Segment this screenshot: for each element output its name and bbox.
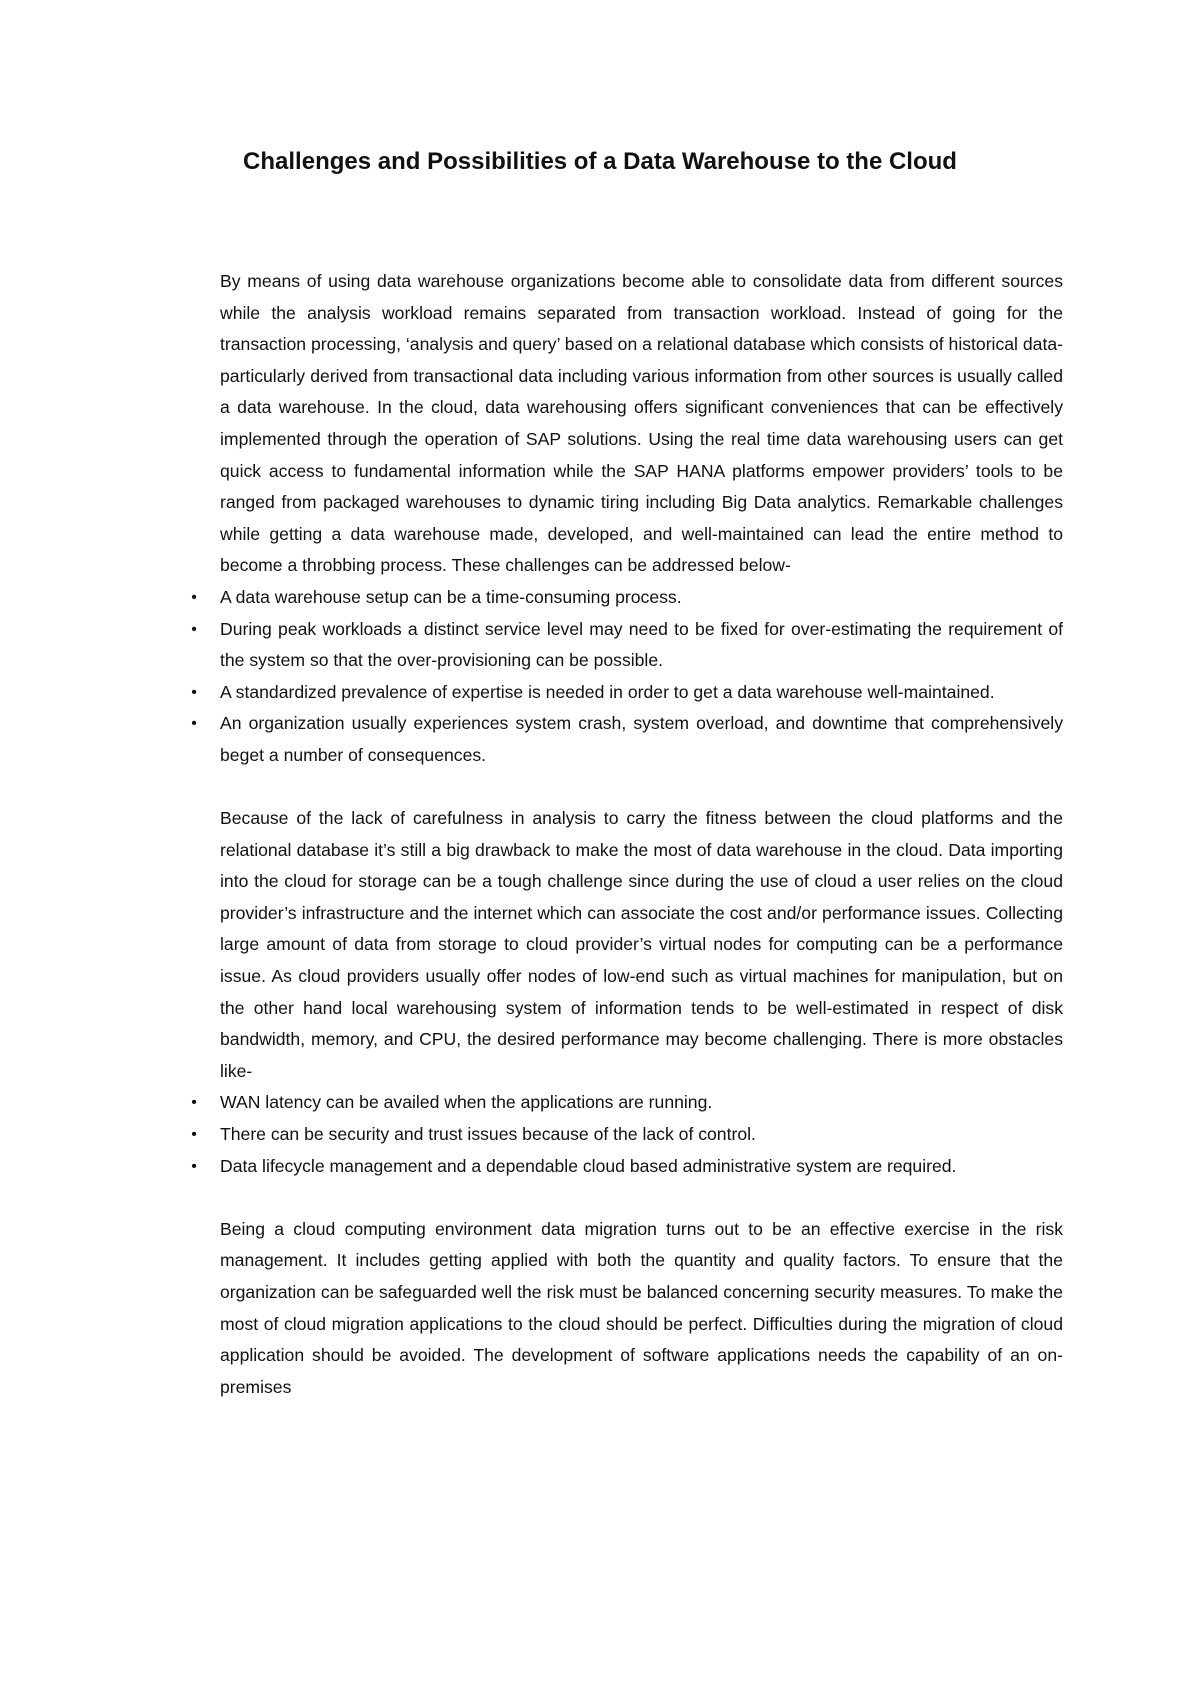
bullet-icon: • [191, 715, 197, 733]
list-item-text: A standardized prevalence of expertise is needed in order to get a data warehouse well-maintained. [220, 681, 995, 702]
bullet-icon: • [191, 588, 197, 606]
intro-paragraph: By means of using data warehouse organizations become able to consolidate data from different sources while the analysis workload remains separated from transaction workload. Instead of going for the transaction processing, ‘analysis and query’ based on a relational database which consists of historical data- particularly derived from transactional data including various information from other sources is usually called a data warehouse. In the cloud, data warehousing offers significant conveniences that can be effectively implemented through the operation of SAP solutions. Using the real time data warehousing users can get quick access to fundamental information while the SAP HANA platforms empower providers’ tools to be ranged from packaged warehouses to dynamic tiring including Big Data analytics. Remarkable challenges while getting a data warehouse made, developed, and well-maintained can lead the entire method to become a throbbing process. These challenges can be addressed below- [220, 271, 1063, 576]
list-item [191, 614, 1063, 677]
bullet-icon: • [191, 620, 197, 638]
list-item-text: During peak workloads a distinct service level may need to be fixed for over-estimating the requirement of the system so that the over-provisioning can be possible. [220, 618, 1063, 671]
bullet-icon: • [191, 1126, 197, 1144]
list-item [191, 677, 1063, 709]
bullet-icon: • [191, 683, 197, 701]
challenges-list [191, 582, 1063, 772]
list-item [191, 1119, 1063, 1151]
second-paragraph: Because of the lack of carefulness in analysis to carry the fitness between the cloud platforms and the relational database it’s still a big drawback to make the most of data warehouse in the cloud. Data importing into the cloud for storage can be a tough challenge since during the use of cloud a user relies on the cloud provider’s infrastructure and the internet which can associate the cost and/or performance issues. Collecting large amount of data from storage to cloud provider’s virtual nodes for computing can be a performance issue. As cloud providers usually offer nodes of low-end such as virtual machines for manipulation, but on the other hand local warehousing system of information tends to be well-estimated in respect of disk bandwidth, memory, and CPU, the desired performance may become challenging. There is more obstacles like- [220, 808, 1063, 1081]
list-item-text: WAN latency can be availed when the applications are running. [220, 1092, 713, 1113]
document-title: Challenges and Possibilities of a Data Warehouse to the Cloud [243, 148, 957, 175]
list-item [191, 582, 1063, 614]
paragraph-spacer [220, 772, 1063, 804]
list-item-text: Data lifecycle management and a dependable cloud based administrative system are required. [220, 1155, 957, 1176]
paragraph-spacer [220, 1182, 1063, 1214]
bullet-icon: • [191, 1094, 197, 1112]
list-item [191, 708, 1063, 771]
bullet-icon: • [191, 1157, 197, 1175]
obstacles-list [191, 1087, 1063, 1182]
list-item-text: A data warehouse setup can be a time-consuming process. [220, 586, 682, 607]
list-item-text: There can be security and trust issues because of the lack of control. [220, 1124, 756, 1145]
third-paragraph: Being a cloud computing environment data migration turns out to be an effective exercise in the risk management. It includes getting applied with both the quantity and quality factors. To ensure that the organization can be safeguarded well the risk must be balanced concerning security measures. To make the most of cloud migration applications to the cloud should be perfect. Difficulties during the migration of cloud application should be avoided. The development of software applications needs the capability of an on-premises [220, 1218, 1063, 1397]
document-body [191, 266, 1063, 1403]
list-item-text: An organization usually experiences system crash, system overload, and downtime that comprehensively beget a number of consequences. [220, 713, 1063, 765]
list-item [191, 1151, 1063, 1183]
list-item [191, 1087, 1063, 1119]
